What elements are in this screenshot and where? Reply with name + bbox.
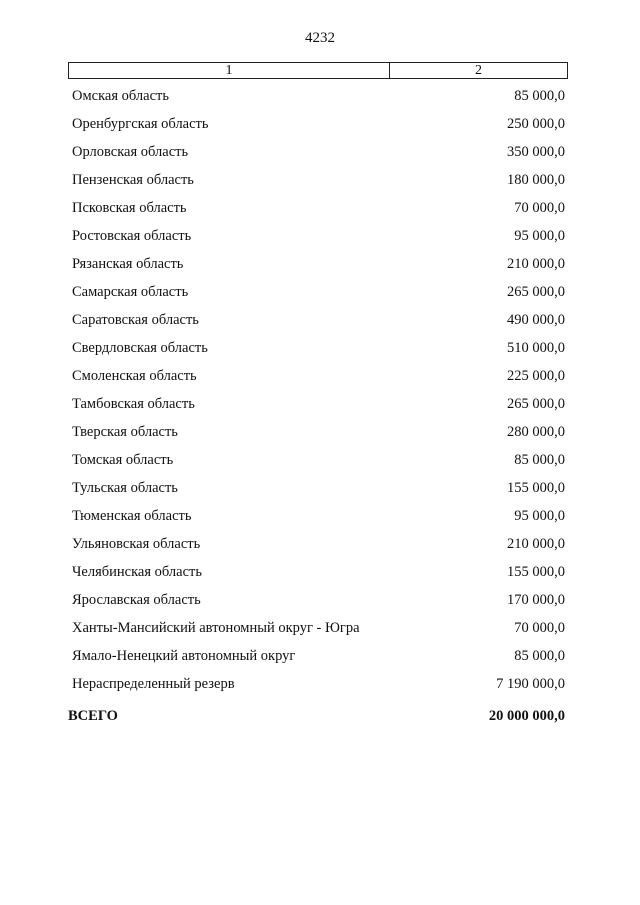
region-name: Свердловская область: [72, 339, 208, 356]
column-header-row: [69, 63, 568, 79]
table-row: [68, 446, 565, 474]
page-number: 4232: [305, 30, 335, 46]
region-amount: 155 000,0: [507, 563, 565, 580]
table-row: [68, 614, 565, 642]
table-row: [68, 642, 565, 670]
table-row: [68, 502, 565, 530]
region-name: Тульская область: [72, 479, 178, 496]
table-row: [68, 250, 565, 278]
table-row: [68, 418, 565, 446]
region-name: Ямало-Ненецкий автономный округ: [72, 647, 296, 664]
table-row: [68, 390, 565, 418]
table-row: [68, 278, 565, 306]
region-amount: 210 000,0: [507, 535, 565, 552]
region-amount: 155 000,0: [507, 479, 565, 496]
region-amount: 85 000,0: [514, 647, 565, 664]
region-name: Рязанская область: [72, 255, 184, 272]
region-amount: 7 190 000,0: [496, 675, 565, 692]
region-name: Смоленская область: [72, 367, 197, 384]
table-row: [68, 474, 565, 502]
table-row: [68, 166, 565, 194]
region-amount: 180 000,0: [507, 171, 565, 188]
table-row: [68, 670, 565, 698]
region-amount: 170 000,0: [507, 591, 565, 608]
table-row: [68, 334, 565, 362]
region-name: Тамбовская область: [72, 395, 195, 412]
region-name: Саратовская область: [72, 311, 199, 328]
column-header-2: 2: [390, 63, 568, 79]
region-amount: 210 000,0: [507, 255, 565, 272]
column-header-table: [68, 62, 568, 79]
region-name: Оренбургская область: [72, 115, 209, 132]
column-header-1: 1: [69, 63, 390, 79]
region-name: Ярославская область: [72, 591, 201, 608]
total-label: ВСЕГО: [68, 707, 118, 724]
region-name: Ханты-Мансийский автономный округ - Югра: [72, 619, 360, 636]
table-row: [68, 362, 565, 390]
region-name: Ростовская область: [72, 227, 192, 244]
table-row: [68, 110, 565, 138]
region-amount: 510 000,0: [507, 339, 565, 356]
region-amount: 225 000,0: [507, 367, 565, 384]
region-amount: 95 000,0: [514, 507, 565, 524]
total-row: [68, 702, 565, 730]
region-name: Омская область: [72, 87, 169, 104]
region-amount: 70 000,0: [514, 619, 565, 636]
region-name: Самарская область: [72, 283, 189, 300]
region-amount: 350 000,0: [507, 143, 565, 160]
total-amount: 20 000 000,0: [488, 707, 565, 724]
region-amount: 265 000,0: [507, 283, 565, 300]
region-name: Нераспределенный резерв: [72, 675, 235, 692]
region-name: Челябинская область: [72, 563, 202, 580]
region-name: Ульяновская область: [72, 535, 201, 552]
allocation-table-body: [68, 82, 565, 698]
region-amount: 85 000,0: [514, 87, 565, 104]
region-name: Томская область: [72, 451, 174, 468]
region-amount: 70 000,0: [514, 199, 565, 216]
region-amount: 95 000,0: [514, 227, 565, 244]
table-row: [68, 558, 565, 586]
table-row: [68, 306, 565, 334]
table-row: [68, 222, 565, 250]
region-name: Псковская область: [72, 199, 187, 216]
region-name: Пензенская область: [72, 171, 194, 188]
region-amount: 265 000,0: [507, 395, 565, 412]
table-row: [68, 138, 565, 166]
table-row: [68, 586, 565, 614]
region-amount: 280 000,0: [507, 423, 565, 440]
region-amount: 250 000,0: [507, 115, 565, 132]
region-amount: 490 000,0: [507, 311, 565, 328]
region-name: Орловская область: [72, 143, 189, 160]
table-row: [68, 530, 565, 558]
table-row: [68, 194, 565, 222]
region-amount: 85 000,0: [514, 451, 565, 468]
region-name: Тюменская область: [72, 507, 192, 524]
table-row: [68, 82, 565, 110]
region-name: Тверская область: [72, 423, 178, 440]
